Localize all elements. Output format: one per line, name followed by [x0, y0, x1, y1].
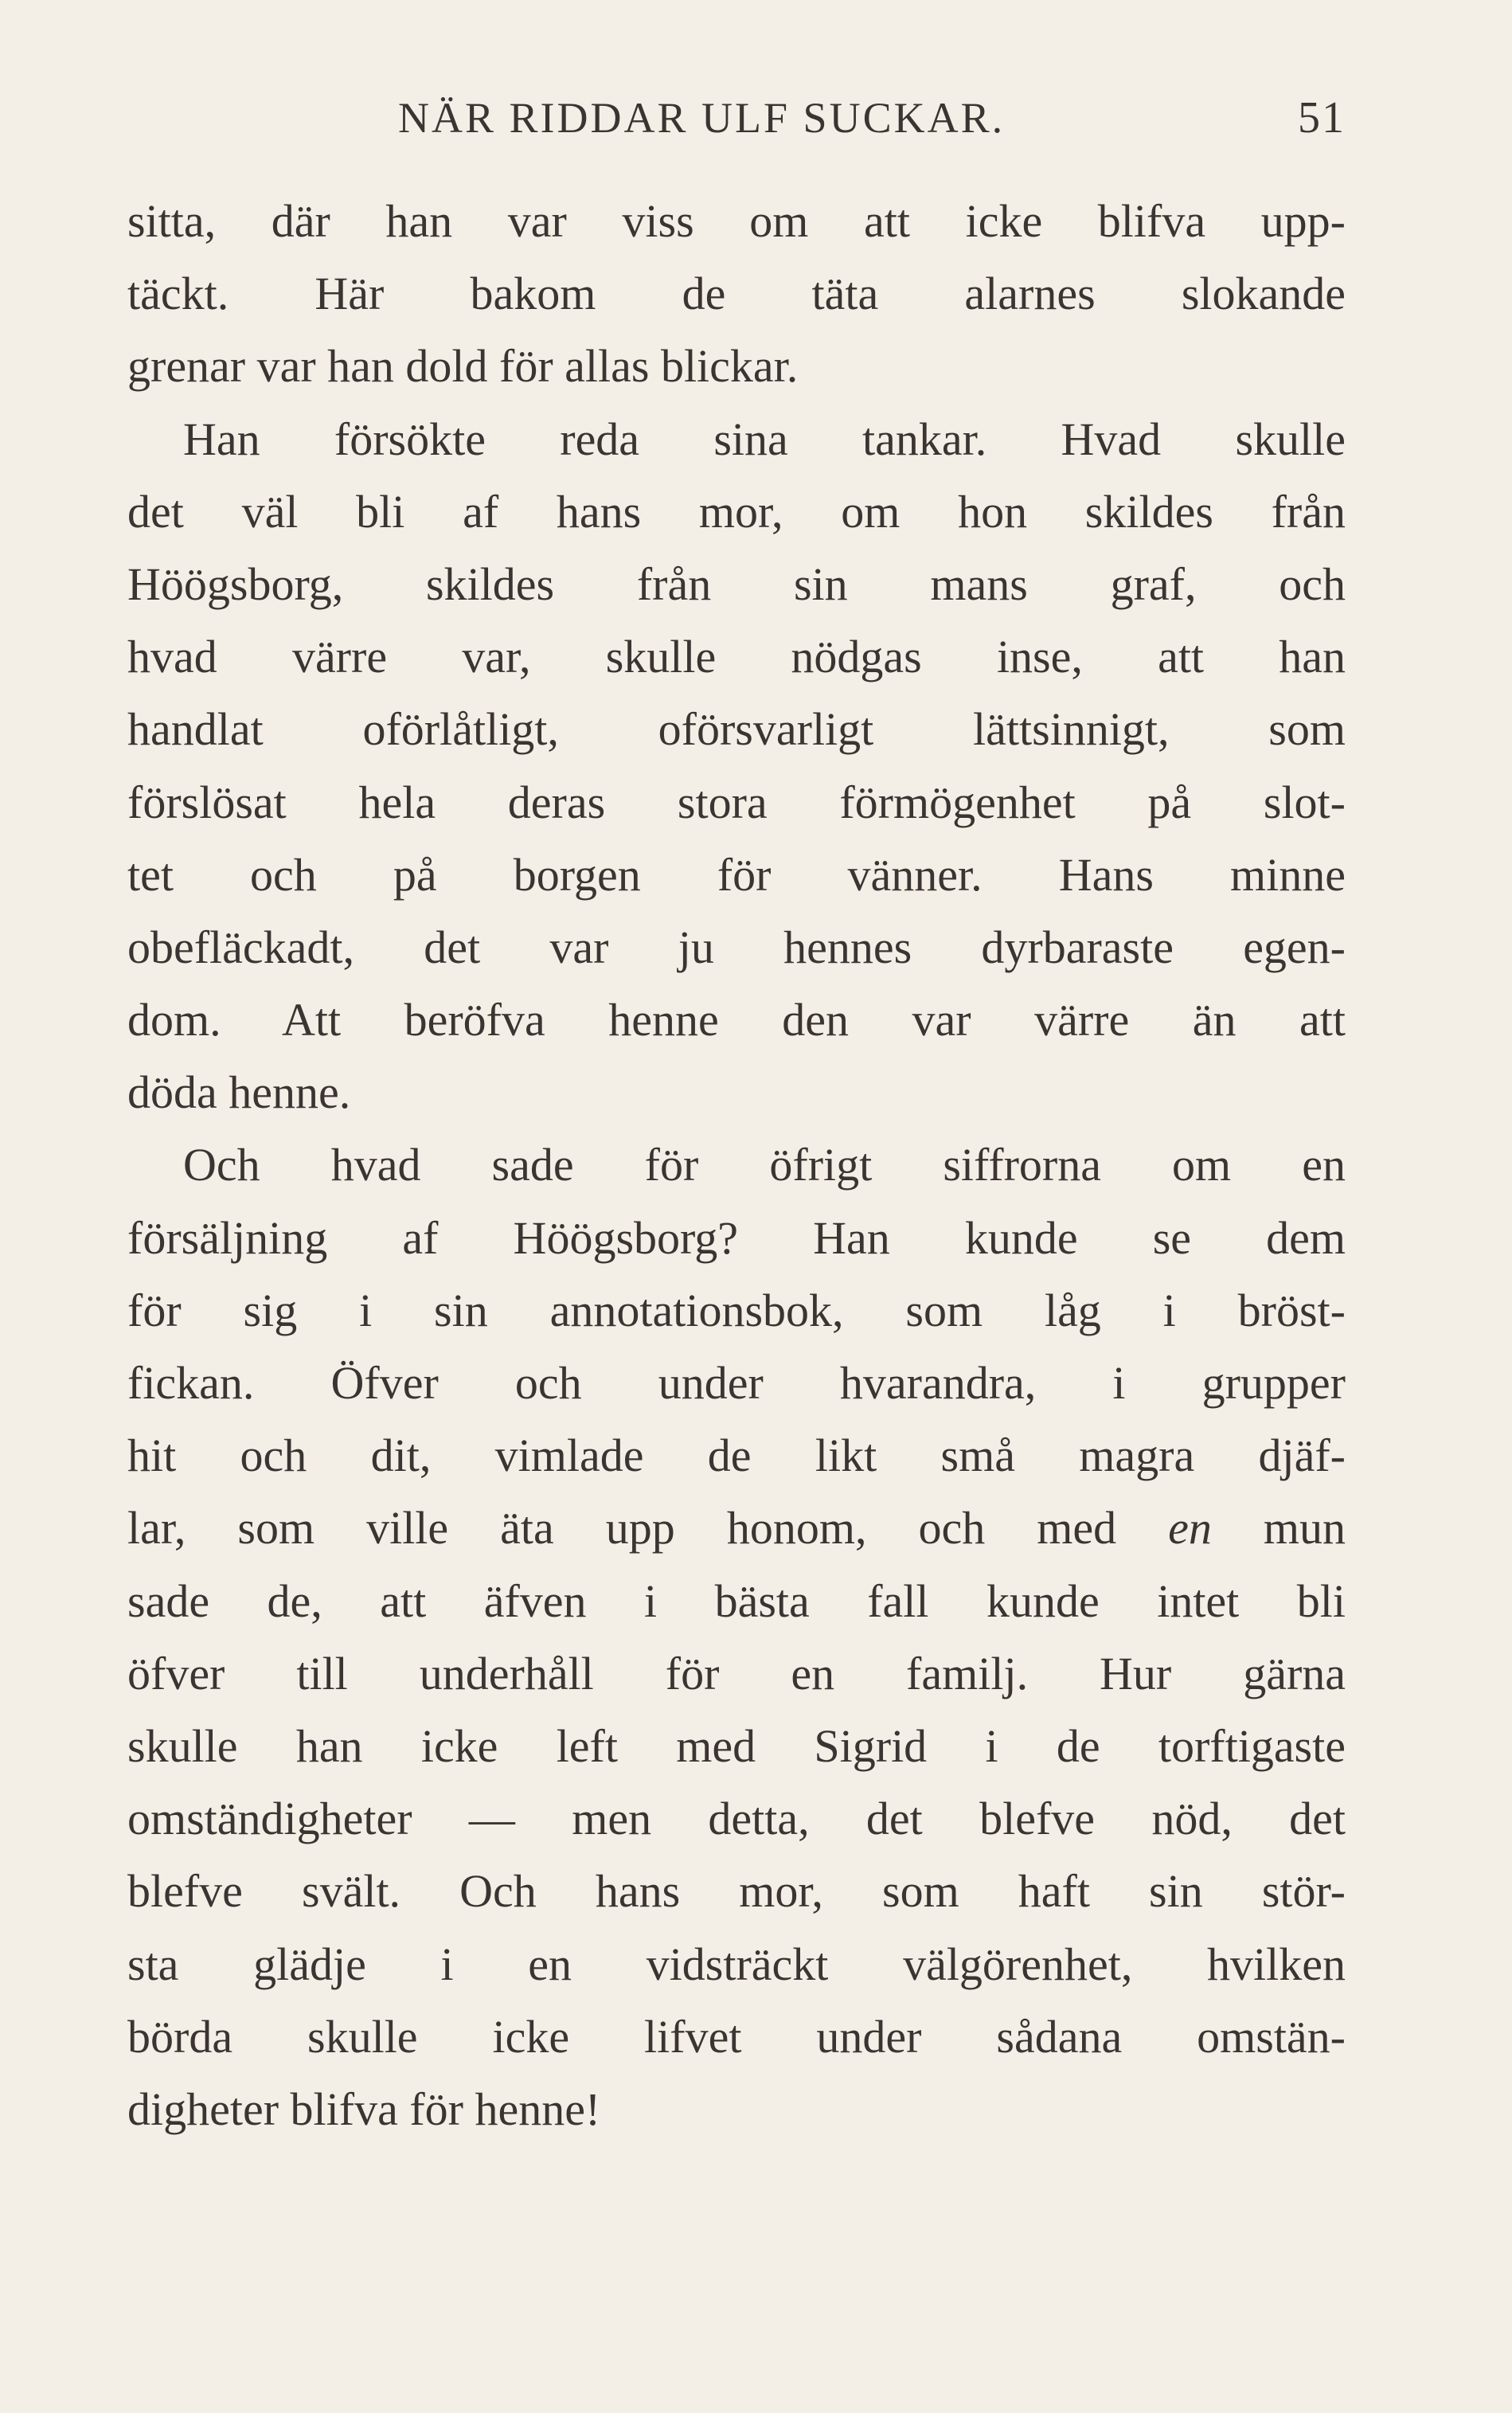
- text-run: lar, som ville äta upp honom, och med: [127, 1502, 1169, 1555]
- text-line: täckt. Här bakom de täta alarnes slokande: [127, 268, 1346, 320]
- text-line: förslösat hela deras stora förmögenhet på slot-: [127, 776, 1346, 828]
- text-line: för sig i sin annotationsbok, som låg i bröst-: [127, 1284, 1346, 1336]
- text-run: mun: [1211, 1502, 1346, 1555]
- text-line: sta glädje i en vidsträckt välgörenhet, hvilken: [127, 1938, 1346, 1990]
- text-line: obefläckadt, det var ju hennes dyrbaraste egen-: [127, 921, 1346, 973]
- page-number: 51: [1298, 93, 1346, 143]
- text-line: öfver till underhåll för en familj. Hur gärna: [127, 1647, 1346, 1699]
- text-line: handlat oförlåtligt, oförsvarligt lättsinnigt, som: [127, 703, 1346, 756]
- text-line: skulle han icke left med Sigrid i de torftigaste: [127, 1719, 1346, 1772]
- text-line: grenar var han dold för allas blickar.: [127, 340, 799, 393]
- text-line: [127, 1492, 1346, 1564]
- running-title: NÄR RIDDAR ULF SUCKAR.: [398, 94, 1006, 142]
- text-line: sade de, att äfven i bästa fall kunde intet bli: [127, 1574, 1346, 1627]
- text-line: Höögsborg, skildes från sin mans graf, och: [127, 557, 1346, 610]
- body-text: [127, 185, 1346, 2145]
- text-line: fickan. Öfver och under hvarandra, i grupper: [127, 1357, 1346, 1409]
- text-line: det väl bli af hans mor, om hon skildes från: [127, 485, 1346, 538]
- text-line: dom. Att beröfva henne den var värre än att: [127, 994, 1346, 1046]
- text-line: hvad värre var, skulle nödgas inse, att han: [127, 631, 1346, 683]
- text-line: börda skulle icke lifvet under sådana omstän-: [127, 2010, 1346, 2063]
- text-line: Han försökte reda sina tankar. Hvad skulle: [183, 413, 1346, 465]
- text-line: sitta, där han var viss om att icke blifva upp-: [127, 195, 1346, 247]
- italic-word: en: [1168, 1502, 1212, 1555]
- text-line: tet och på borgen för vänner. Hans minne: [127, 848, 1346, 901]
- text-line: blefve svält. Och hans mor, som haft sin stör-: [127, 1865, 1346, 1918]
- text-line: döda henne.: [127, 1066, 351, 1119]
- running-header: [127, 86, 1346, 150]
- text-line: Och hvad sade för öfrigt siffrorna om en: [183, 1139, 1346, 1191]
- text-line: digheter blifva för henne!: [127, 2083, 601, 2135]
- text-line: omständigheter — men detta, det blefve nöd, det: [127, 1793, 1346, 1845]
- text-line: hit och dit, vimlade de likt små magra djäf-: [127, 1429, 1346, 1482]
- text-line: försäljning af Höögsborg? Han kunde se dem: [127, 1211, 1346, 1264]
